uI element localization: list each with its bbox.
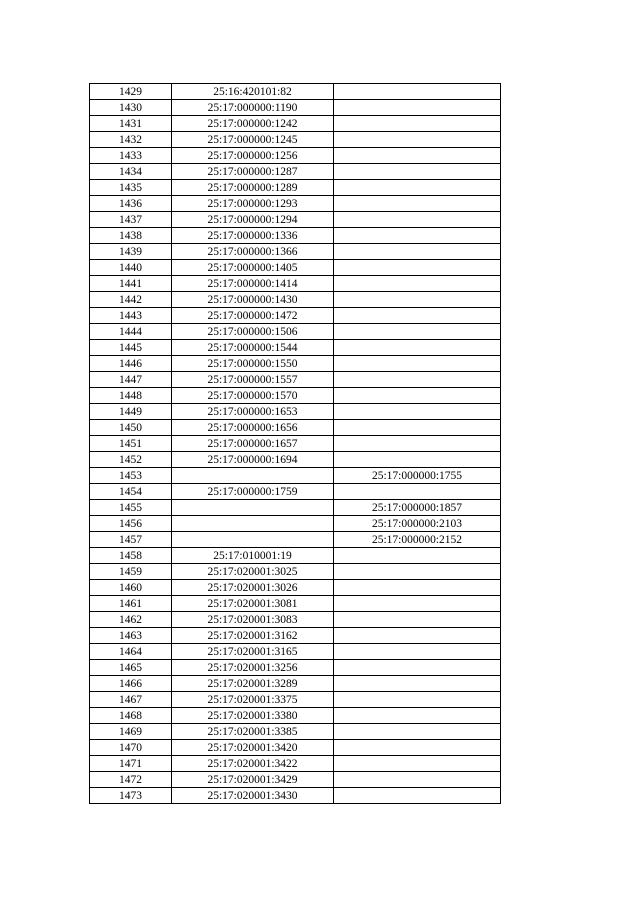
- cadastral-number-cell: 25:17:000000:1336: [172, 228, 334, 244]
- table-row: [90, 292, 501, 308]
- table-row: [90, 676, 501, 692]
- cadastral-number-cell: 25:17:020001:3025: [172, 564, 334, 580]
- cadastral-number-cell: 25:17:020001:3420: [172, 740, 334, 756]
- cadastral-number-cell: 25:17:000000:1570: [172, 388, 334, 404]
- cadastral-number-table: [89, 83, 501, 804]
- cadastral-number-cell: 25:17:000000:1550: [172, 356, 334, 372]
- table-row: [90, 276, 501, 292]
- cadastral-number-alt-cell: [334, 452, 501, 468]
- cadastral-number-alt-cell: 25:17:000000:1857: [334, 500, 501, 516]
- row-number-cell: 1466: [90, 676, 172, 692]
- cadastral-number-cell: 25:17:000000:1190: [172, 100, 334, 116]
- row-number-cell: 1471: [90, 756, 172, 772]
- cadastral-number-alt-cell: [334, 244, 501, 260]
- cadastral-number-cell: 25:17:010001:19: [172, 548, 334, 564]
- cadastral-number-cell: [172, 516, 334, 532]
- cadastral-number-alt-cell: [334, 388, 501, 404]
- cadastral-number-cell: 25:17:000000:1657: [172, 436, 334, 452]
- row-number-cell: 1437: [90, 212, 172, 228]
- cadastral-number-alt-cell: [334, 404, 501, 420]
- row-number-cell: 1470: [90, 740, 172, 756]
- row-number-cell: 1445: [90, 340, 172, 356]
- table-row: [90, 788, 501, 804]
- cadastral-number-cell: 25:17:020001:3256: [172, 660, 334, 676]
- table-row: [90, 100, 501, 116]
- row-number-cell: 1456: [90, 516, 172, 532]
- row-number-cell: 1439: [90, 244, 172, 260]
- row-number-cell: 1455: [90, 500, 172, 516]
- table-row: [90, 148, 501, 164]
- row-number-cell: 1462: [90, 612, 172, 628]
- cadastral-number-alt-cell: [334, 612, 501, 628]
- cadastral-number-alt-cell: [334, 148, 501, 164]
- table-row: [90, 452, 501, 468]
- cadastral-number-cell: 25:16:420101:82: [172, 84, 334, 100]
- row-number-cell: 1443: [90, 308, 172, 324]
- row-number-cell: 1467: [90, 692, 172, 708]
- cadastral-number-cell: 25:17:000000:1405: [172, 260, 334, 276]
- table-row: [90, 84, 501, 100]
- row-number-cell: 1461: [90, 596, 172, 612]
- row-number-cell: 1440: [90, 260, 172, 276]
- row-number-cell: 1451: [90, 436, 172, 452]
- row-number-cell: 1454: [90, 484, 172, 500]
- cadastral-number-alt-cell: [334, 180, 501, 196]
- row-number-cell: 1444: [90, 324, 172, 340]
- cadastral-number-alt-cell: [334, 164, 501, 180]
- table-row: [90, 388, 501, 404]
- row-number-cell: 1438: [90, 228, 172, 244]
- cadastral-number-cell: 25:17:000000:1759: [172, 484, 334, 500]
- row-number-cell: 1453: [90, 468, 172, 484]
- cadastral-number-alt-cell: [334, 116, 501, 132]
- row-number-cell: 1473: [90, 788, 172, 804]
- cadastral-number-alt-cell: [334, 788, 501, 804]
- table-row: [90, 404, 501, 420]
- table-row: [90, 708, 501, 724]
- cadastral-number-cell: 25:17:000000:1472: [172, 308, 334, 324]
- cadastral-number-cell: 25:17:000000:1245: [172, 132, 334, 148]
- cadastral-number-alt-cell: [334, 436, 501, 452]
- cadastral-number-cell: 25:17:020001:3165: [172, 644, 334, 660]
- cadastral-number-cell: 25:17:020001:3289: [172, 676, 334, 692]
- table-row: [90, 596, 501, 612]
- cadastral-number-alt-cell: [334, 420, 501, 436]
- cadastral-number-cell: 25:17:020001:3385: [172, 724, 334, 740]
- cadastral-number-cell: 25:17:000000:1656: [172, 420, 334, 436]
- table-row: [90, 164, 501, 180]
- row-number-cell: 1450: [90, 420, 172, 436]
- row-number-cell: 1464: [90, 644, 172, 660]
- table-row: [90, 468, 501, 484]
- cadastral-number-cell: 25:17:020001:3429: [172, 772, 334, 788]
- table-row: [90, 116, 501, 132]
- cadastral-number-cell: 25:17:000000:1242: [172, 116, 334, 132]
- cadastral-number-alt-cell: [334, 676, 501, 692]
- cadastral-number-alt-cell: [334, 772, 501, 788]
- row-number-cell: 1458: [90, 548, 172, 564]
- table-row: [90, 628, 501, 644]
- cadastral-number-cell: 25:17:020001:3380: [172, 708, 334, 724]
- table-row: [90, 132, 501, 148]
- cadastral-number-cell: 25:17:000000:1506: [172, 324, 334, 340]
- cadastral-number-alt-cell: [334, 580, 501, 596]
- cadastral-number-alt-cell: [334, 228, 501, 244]
- cadastral-number-cell: [172, 532, 334, 548]
- row-number-cell: 1431: [90, 116, 172, 132]
- row-number-cell: 1468: [90, 708, 172, 724]
- row-number-cell: 1433: [90, 148, 172, 164]
- cadastral-number-alt-cell: [334, 340, 501, 356]
- row-number-cell: 1441: [90, 276, 172, 292]
- table-row: [90, 740, 501, 756]
- cadastral-number-alt-cell: [334, 708, 501, 724]
- cadastral-number-cell: 25:17:000000:1294: [172, 212, 334, 228]
- table-row: [90, 772, 501, 788]
- table-row: [90, 212, 501, 228]
- cadastral-number-cell: 25:17:000000:1557: [172, 372, 334, 388]
- table-row: [90, 580, 501, 596]
- table-row: [90, 196, 501, 212]
- table-row: [90, 564, 501, 580]
- cadastral-number-cell: 25:17:020001:3081: [172, 596, 334, 612]
- cadastral-number-alt-cell: [334, 196, 501, 212]
- cadastral-number-cell: 25:17:020001:3162: [172, 628, 334, 644]
- table-row: [90, 724, 501, 740]
- cadastral-number-alt-cell: [334, 484, 501, 500]
- table-row: [90, 436, 501, 452]
- table-row: [90, 612, 501, 628]
- cadastral-number-cell: 25:17:020001:3026: [172, 580, 334, 596]
- cadastral-number-cell: 25:17:000000:1544: [172, 340, 334, 356]
- row-number-cell: 1432: [90, 132, 172, 148]
- cadastral-number-cell: 25:17:000000:1414: [172, 276, 334, 292]
- cadastral-number-cell: 25:17:000000:1653: [172, 404, 334, 420]
- table-row: [90, 308, 501, 324]
- cadastral-number-alt-cell: [334, 628, 501, 644]
- row-number-cell: 1430: [90, 100, 172, 116]
- cadastral-number-cell: [172, 468, 334, 484]
- cadastral-number-alt-cell: [334, 644, 501, 660]
- table-row: [90, 516, 501, 532]
- row-number-cell: 1447: [90, 372, 172, 388]
- cadastral-number-alt-cell: [334, 324, 501, 340]
- row-number-cell: 1434: [90, 164, 172, 180]
- row-number-cell: 1449: [90, 404, 172, 420]
- cadastral-number-cell: 25:17:020001:3430: [172, 788, 334, 804]
- cadastral-number-alt-cell: 25:17:000000:2152: [334, 532, 501, 548]
- row-number-cell: 1446: [90, 356, 172, 372]
- cadastral-number-alt-cell: [334, 292, 501, 308]
- row-number-cell: 1463: [90, 628, 172, 644]
- cadastral-number-cell: 25:17:000000:1256: [172, 148, 334, 164]
- cadastral-number-alt-cell: [334, 596, 501, 612]
- cadastral-number-alt-cell: [334, 548, 501, 564]
- row-number-cell: 1457: [90, 532, 172, 548]
- table-body: [90, 84, 501, 804]
- cadastral-number-alt-cell: 25:17:000000:1755: [334, 468, 501, 484]
- row-number-cell: 1472: [90, 772, 172, 788]
- cadastral-number-cell: 25:17:020001:3083: [172, 612, 334, 628]
- cadastral-number-cell: 25:17:000000:1366: [172, 244, 334, 260]
- table-row: [90, 484, 501, 500]
- table-row: [90, 260, 501, 276]
- cadastral-number-alt-cell: [334, 276, 501, 292]
- table-row: [90, 420, 501, 436]
- table-row: [90, 340, 501, 356]
- cadastral-number-cell: 25:17:000000:1694: [172, 452, 334, 468]
- cadastral-number-alt-cell: [334, 132, 501, 148]
- table-row: [90, 180, 501, 196]
- cadastral-number-alt-cell: [334, 564, 501, 580]
- cadastral-number-alt-cell: [334, 740, 501, 756]
- table-row: [90, 532, 501, 548]
- row-number-cell: 1469: [90, 724, 172, 740]
- cadastral-number-alt-cell: [334, 260, 501, 276]
- table-row: [90, 644, 501, 660]
- row-number-cell: 1459: [90, 564, 172, 580]
- cadastral-number-alt-cell: 25:17:000000:2103: [334, 516, 501, 532]
- cadastral-number-cell: 25:17:000000:1289: [172, 180, 334, 196]
- cadastral-number-alt-cell: [334, 724, 501, 740]
- row-number-cell: 1429: [90, 84, 172, 100]
- table-row: [90, 324, 501, 340]
- table-row: [90, 756, 501, 772]
- cadastral-number-cell: 25:17:000000:1430: [172, 292, 334, 308]
- cadastral-number-alt-cell: [334, 100, 501, 116]
- table-row: [90, 500, 501, 516]
- cadastral-number-cell: 25:17:020001:3375: [172, 692, 334, 708]
- table-row: [90, 372, 501, 388]
- cadastral-number-alt-cell: [334, 660, 501, 676]
- cadastral-number-cell: 25:17:020001:3422: [172, 756, 334, 772]
- cadastral-number-alt-cell: [334, 692, 501, 708]
- table-row: [90, 356, 501, 372]
- row-number-cell: 1452: [90, 452, 172, 468]
- cadastral-number-cell: [172, 500, 334, 516]
- row-number-cell: 1436: [90, 196, 172, 212]
- table-row: [90, 548, 501, 564]
- row-number-cell: 1465: [90, 660, 172, 676]
- row-number-cell: 1442: [90, 292, 172, 308]
- cadastral-number-alt-cell: [334, 372, 501, 388]
- cadastral-number-alt-cell: [334, 308, 501, 324]
- table-row: [90, 692, 501, 708]
- cadastral-number-cell: 25:17:000000:1287: [172, 164, 334, 180]
- row-number-cell: 1460: [90, 580, 172, 596]
- cadastral-number-alt-cell: [334, 756, 501, 772]
- table-row: [90, 228, 501, 244]
- table-row: [90, 660, 501, 676]
- cadastral-number-alt-cell: [334, 84, 501, 100]
- cadastral-number-alt-cell: [334, 212, 501, 228]
- cadastral-number-alt-cell: [334, 356, 501, 372]
- row-number-cell: 1448: [90, 388, 172, 404]
- row-number-cell: 1435: [90, 180, 172, 196]
- cadastral-number-cell: 25:17:000000:1293: [172, 196, 334, 212]
- table-row: [90, 244, 501, 260]
